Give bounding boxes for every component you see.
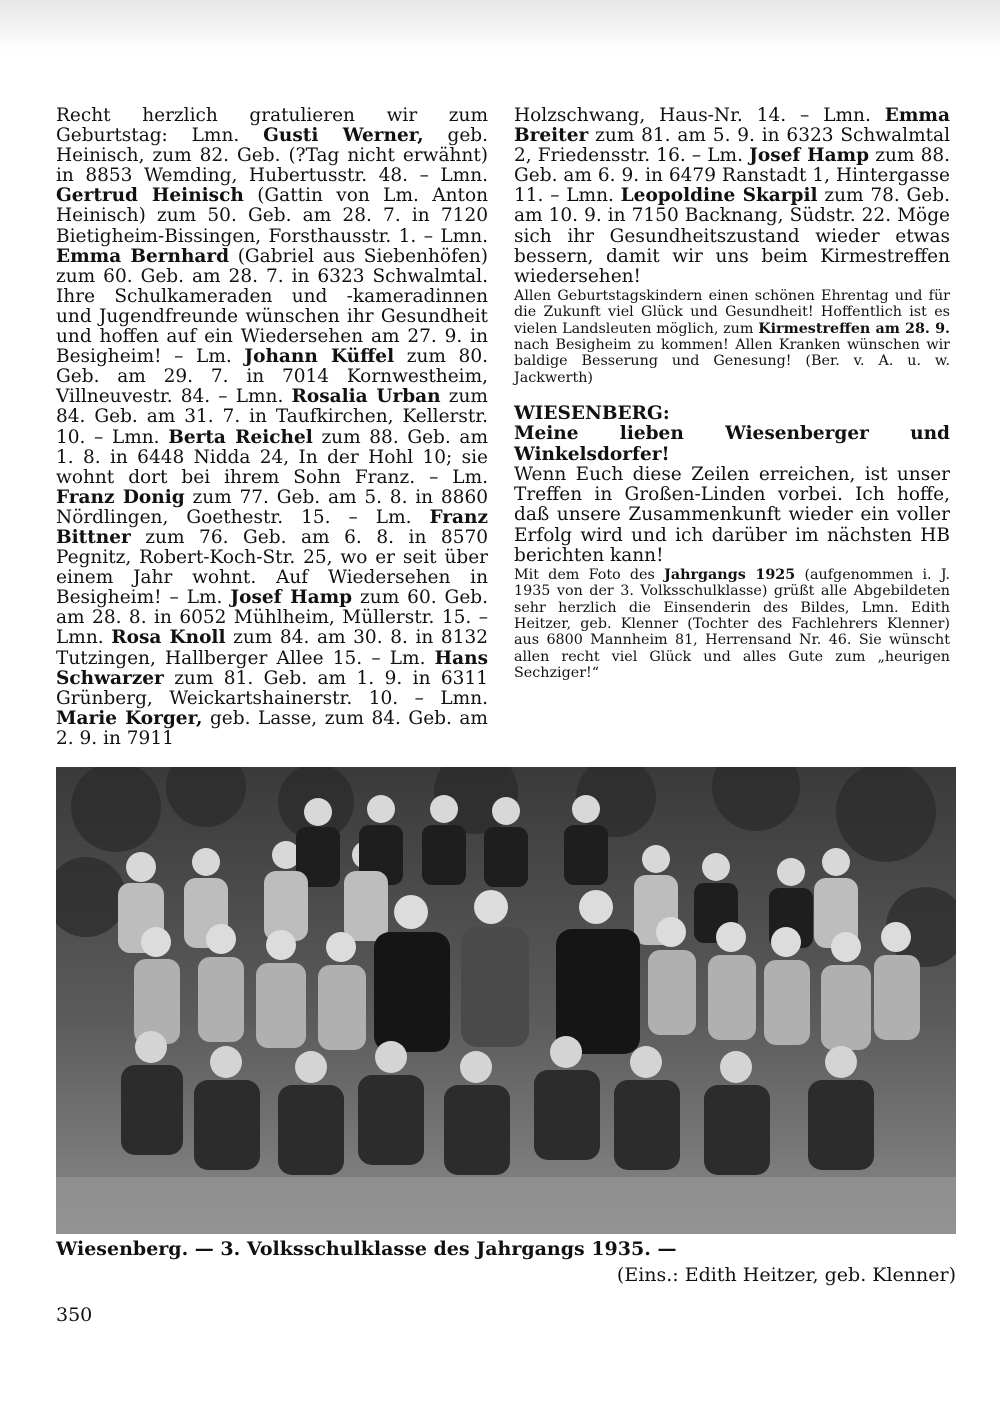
person-name: Franz Donig xyxy=(56,486,185,508)
class-photo xyxy=(56,767,956,1234)
person-name: Emma Breiter xyxy=(514,105,950,147)
person-name: Marie Korger, xyxy=(56,707,203,729)
left-column-text: Recht herzlich gratulieren wir zum Geburtstag: Lmn. Gusti Werner, geb. Heinisch, zum 82. Geb. (?Tag nicht erwähnt) in 8853 Wemding, Hubertusstr. 48. – Lmn. Gertrud Heinisch (Gattin von Lm. Anton Heinisch) zum 50. Geb. am 28. 7. in 7120 Bietigheim-Bissingen, Forsthausstr. 1. – Lmn. Emma Bernhard (Gabriel aus Siebenhöfen) zum 60. Geb. am 28. 7. in 6323 Schwalmtal. Ihre Schulkameraden und -kameradinnen und Jugendfreunde wünschen ihr Gesundheit und hoffen auf ein Wiedersehen am 27. 9. in Besigheim! – Lm. Johann Küffel zum 80. Geb. am 29. 7. in 7014 Kornwestheim, Villneuvestr. 84. – Lmn. Rosalia Urban zum 84. Geb. am 31. 7. in Taufkirchen, Kellerstr. 10. – Lmn. Berta Reichel zum 88. Geb. am 1. 8. in 6448 Nidda 24, In der Hohl 10; sie wohnt dort bei ihrem Sohn Franz. – Lm. Franz Donig zum 77. Geb. am 5. 8. in 8860 Nördlingen, Goethestr. 15. – Lm. Franz Bittner zum 76. Geb. am 6. 8. in 8570 Pegnitz, Robert-Koch-Str. 25, wo er seit über einem Jahr wohnt. Auf Wiedersehen in Besigheim! – Lm. Josef Hamp zum 60. Geb. am 28. 8. in 6052 Mühlheim, Müllerstr. 15. – Lmn. Rosa Knoll zum 84. am 30. 8. in 8132 Tutzingen, Hallberger Allee 15. – Lm. Hans Schwarzer zum 81. Geb. am 1. 9. in 6311 Grünberg, Weickartshainerstr. 10. – Lmn. Marie Korger, geb. Lasse, zum 84. Geb. am 2. 9. in 7911 xyxy=(56,105,489,749)
year-group: Jahrgangs 1925 xyxy=(664,566,796,583)
person-name: Leopoldine Skarpil xyxy=(620,185,818,207)
class-photo-illustration xyxy=(56,767,956,1234)
scan-header-shadow xyxy=(0,0,1000,52)
left-column xyxy=(56,106,488,749)
photo-note: Mit dem Foto des Jahrgangs 1925 (aufgenommen i. J. 1935 von der 3. Volksschulklasse) grüßt alle Abgebildeten sehr herzlich die Einsenderin des Bildes, Lmn. Edith Heitzer, geb. Klenner (Tochter des Fachlehrers Klenner) aus 6800 Mannheim 81, Herrensand Nr. 46. Sie wünscht allen recht viel Glück und alles Gute zum „heurigen Sechziger!“ xyxy=(514,566,950,682)
photo-caption: Wiesenberg. — 3. Volksschulklasse des Jahrgangs 1935. — xyxy=(56,1238,677,1260)
person-name: Franz Bittner xyxy=(56,506,488,548)
section-subheading: Meine lieben Wiesenberger und Winkelsdorfer! xyxy=(514,423,950,465)
greeting-note: Allen Geburtstagskindern einen schönen Ehrentag und für die Zukunft viel Glück und Gesundheit! Hoffentlich ist es vielen Landsleuten möglich, zum Kirmestreffen am 28. 9. nach Besigheim zu kommen! Allen Kranken wünschen wir baldige Besserung und Genesung! (Ber. v. A. u. w. Jackwerth) xyxy=(514,287,950,386)
photo-credit: (Eins.: Edith Heitzer, geb. Klenner) xyxy=(616,1264,956,1286)
person-name: Gusti Werner, xyxy=(263,125,424,147)
right-column xyxy=(514,106,950,682)
page-number: 350 xyxy=(56,1304,93,1326)
person-name: Emma Bernhard xyxy=(56,245,230,267)
person-name: Johann Küffel xyxy=(244,346,395,368)
person-name: Hans Schwarzer xyxy=(56,647,488,689)
right-column-text: Holzschwang, Haus-Nr. 14. – Lmn. Emma Breiter zum 81. am 5. 9. in 6323 Schwalmtal 2, Friedensstr. 16. – Lm. Josef Hamp zum 88. Geb. am 6. 9. in 6479 Ranstadt 1, Hintergasse 11. – Lmn. Leopoldine Skarpil zum 78. Geb. am 10. 9. in 7150 Backnang, Südstr. 22. Möge sich ihr Gesundheitszustand wieder etwas bessern, damit wir uns beim Kirmestreffen wiedersehen! xyxy=(514,105,950,287)
person-name: Rosalia Urban xyxy=(291,386,441,408)
event-name: Kirmestreffen am 28. 9. xyxy=(758,320,950,337)
person-name: Josef Hamp xyxy=(749,145,870,167)
person-name: Rosa Knoll xyxy=(111,627,226,649)
section-heading: WIESENBERG: xyxy=(514,403,670,425)
person-name: Berta Reichel xyxy=(168,426,313,448)
person-name: Gertrud Heinisch xyxy=(56,185,244,207)
person-name: Josef Hamp xyxy=(230,587,353,609)
section-text: Wenn Euch diese Zeilen erreichen, ist unser Treffen in Großen-Linden vorbei. Ich hoffe, daß unsere Zusammenkunft wieder ein voller Erfolg wird und ich darüber im nächsten HB berichten kann! xyxy=(514,464,950,566)
